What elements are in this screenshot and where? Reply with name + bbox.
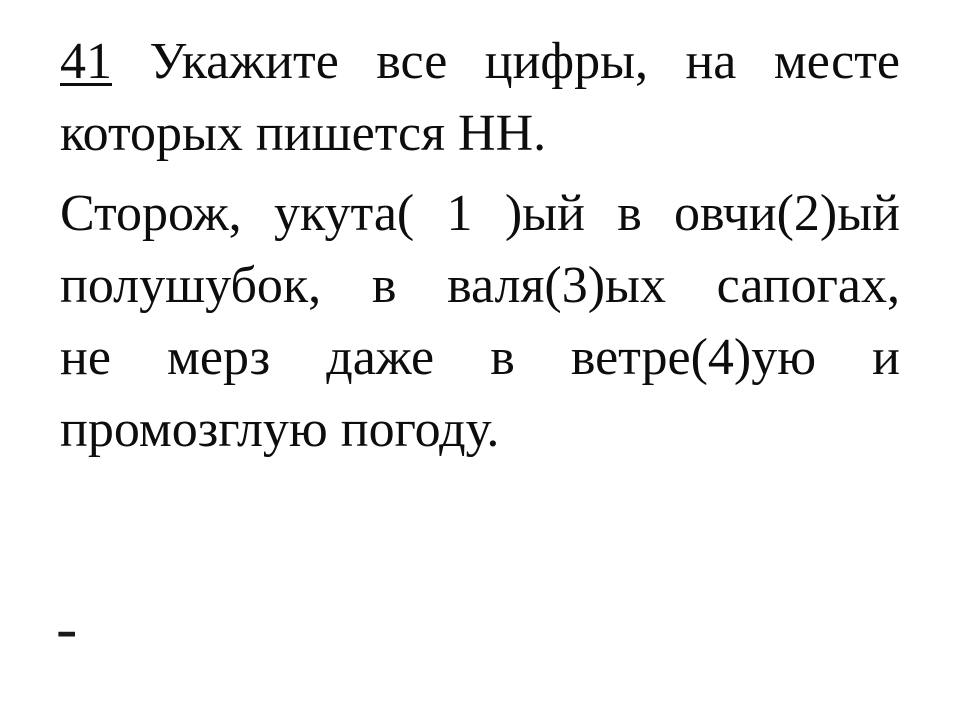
dash-mark: - [56,592,78,663]
sentence-line-1: Сторож, укута( 1 )ый в овчи(2)ый [60,185,900,242]
question-line-1-text: Укажите все цифры, на месте [149,33,900,90]
question-line-1 [60,26,900,98]
question-line-2: которых пишется НН. [60,105,547,162]
sentence-line-4: промозглую погоду. [60,401,500,458]
question-number: 41 [60,33,112,90]
sentence-paragraph [60,178,900,466]
question-paragraph [60,26,900,170]
sentence-line-3: не мерз даже в ветре(4)ую и [60,329,900,386]
slide-text-block [60,26,900,466]
sentence-line-2: полушубок, в валя(3)ых сапогах, [60,257,900,314]
